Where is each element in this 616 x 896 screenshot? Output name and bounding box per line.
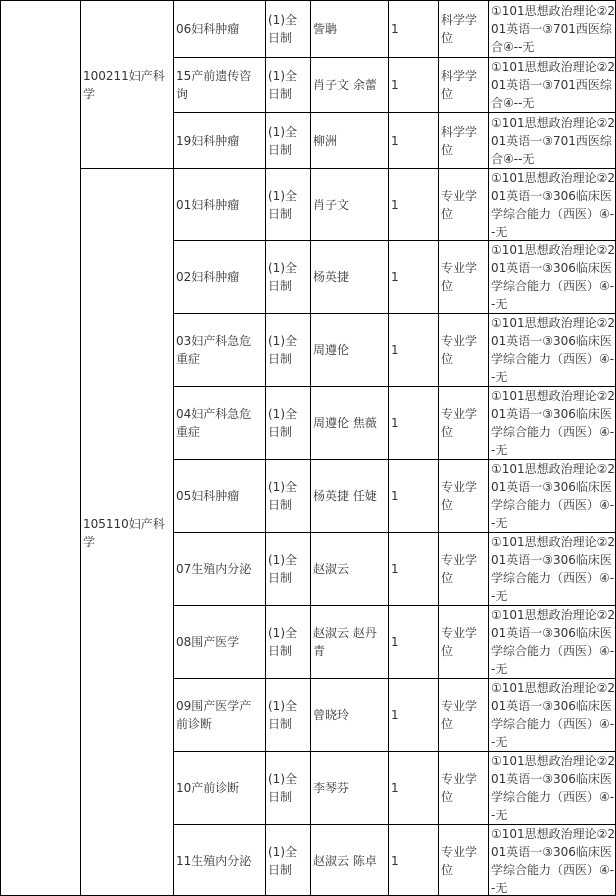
study-mode-cell-text: (1)全日制: [268, 553, 297, 585]
quota-cell-text: 1: [391, 489, 399, 503]
direction-cell-text: 07生殖内分泌: [176, 562, 252, 576]
advisor-cell-text: 赵淑云 赵丹青: [313, 626, 377, 658]
direction-cell-text: 10产前诊断: [176, 781, 240, 795]
quota-cell: [388, 0, 438, 57]
advisor-cell: [310, 112, 388, 168]
exam-subjects-cell: [488, 168, 616, 240]
study-mode-cell: [265, 240, 310, 313]
direction-cell: [173, 168, 265, 240]
advisor-cell-text: 肖子文 余蕾: [313, 78, 377, 92]
direction-cell-text: 03妇产科急危重症: [176, 334, 252, 366]
degree-type-cell: [438, 605, 488, 678]
exam-subjects-cell: [488, 57, 616, 112]
degree-type-cell: [438, 57, 488, 112]
degree-type-cell-text: 专业学位: [441, 334, 478, 366]
exam-subjects-cell-text: ①101思想政治理论②201英语一③306临床医学综合能力（西医）④--无: [491, 170, 616, 239]
exam-subjects-cell-text: ①101思想政治理论②201英语一③306临床医学综合能力（西医）④--无: [491, 316, 616, 384]
degree-type-cell-text: 专业学位: [441, 699, 478, 731]
exam-subjects-cell-text: ①101思想政治理论②201英语一③306临床医学综合能力（西医）④--无: [491, 535, 616, 603]
quota-cell-text: 1: [391, 781, 399, 795]
advisor-cell-text: 赵淑云: [313, 562, 350, 576]
exam-subjects-cell-text: ①101思想政治理论②201英语一③306临床医学综合能力（西医）④--无: [491, 826, 616, 895]
advisor-cell-text: 訾聃: [313, 22, 338, 36]
advisor-cell-text: 赵淑云 陈卓: [313, 853, 377, 868]
study-mode-cell-text: (1)全日制: [268, 772, 297, 804]
direction-cell-text: 15产前遗传咨询: [176, 69, 252, 101]
degree-type-cell-text: 专业学位: [441, 188, 478, 221]
exam-subjects-cell: [488, 386, 616, 459]
degree-type-cell-text: 专业学位: [441, 626, 478, 658]
quota-cell: [388, 824, 438, 896]
direction-cell: [173, 824, 265, 896]
degree-type-cell-text: 专业学位: [441, 480, 478, 512]
direction-cell: [173, 386, 265, 459]
direction-cell-text: 11生殖内分泌: [176, 853, 252, 868]
study-mode-cell: [265, 386, 310, 459]
quota-cell: [388, 532, 438, 605]
degree-type-cell-text: 科学学位: [441, 69, 478, 101]
exam-subjects-cell-text: ①101思想政治理论②201英语一③306临床医学综合能力（西医）④--无: [491, 389, 616, 457]
degree-type-cell-text: 专业学位: [441, 844, 478, 877]
quota-cell-text: 1: [391, 22, 399, 36]
degree-type-cell-text: 专业学位: [441, 772, 478, 804]
degree-type-cell-text: 专业学位: [441, 553, 478, 585]
advisor-cell-text: 杨英捷 任婕: [313, 489, 377, 503]
direction-cell-text: 09围产医学产前诊断: [176, 699, 252, 731]
quota-cell-text: 1: [391, 343, 399, 357]
direction-cell-text: 06妇科肿瘤: [176, 22, 240, 36]
direction-cell: [173, 751, 265, 824]
exam-subjects-cell: [488, 751, 616, 824]
study-mode-cell: [265, 313, 310, 386]
advisor-cell-text: 周遵伦: [313, 343, 350, 357]
direction-cell-text: 05妇科肿瘤: [176, 489, 240, 503]
study-mode-cell: [265, 168, 310, 240]
quota-cell-text: 1: [391, 416, 399, 430]
direction-cell-text: 04妇产科急危重症: [176, 407, 252, 439]
major-cell-text: 105110妇产科学: [83, 516, 165, 549]
quota-cell: [388, 112, 438, 168]
study-mode-cell: [265, 112, 310, 168]
study-mode-cell-text: (1)全日制: [268, 69, 297, 101]
exam-subjects-cell: [488, 112, 616, 168]
quota-cell: [388, 751, 438, 824]
quota-cell-text: 1: [391, 562, 399, 576]
study-mode-cell-text: (1)全日制: [268, 480, 297, 512]
exam-subjects-cell: [488, 532, 616, 605]
degree-type-cell: [438, 0, 488, 57]
exam-subjects-cell: [488, 678, 616, 751]
degree-type-cell: [438, 824, 488, 896]
quota-cell: [388, 678, 438, 751]
quota-cell: [388, 240, 438, 313]
degree-type-cell-text: 专业学位: [441, 261, 478, 293]
quota-cell-text: 1: [391, 78, 399, 92]
quota-cell-text: 1: [391, 853, 399, 868]
exam-subjects-cell: [488, 824, 616, 896]
direction-cell: [173, 678, 265, 751]
advisor-cell-text: 柳洲: [313, 133, 338, 148]
exam-subjects-cell-text: ①101思想政治理论②201英语一③306临床医学综合能力（西医）④--无: [491, 681, 616, 749]
study-mode-cell-text: (1)全日制: [268, 188, 297, 221]
advisor-cell-text: 杨英捷: [313, 270, 350, 284]
study-mode-cell: [265, 605, 310, 678]
study-mode-cell-text: (1)全日制: [268, 261, 297, 293]
study-mode-cell: [265, 532, 310, 605]
direction-cell-text: 08围产医学: [176, 635, 240, 649]
advisor-cell: [310, 824, 388, 896]
advisor-cell: [310, 751, 388, 824]
degree-type-cell: [438, 240, 488, 313]
exam-subjects-cell-text: ①101思想政治理论②201英语一③701西医综合④--无: [491, 115, 616, 166]
exam-subjects-cell: [488, 605, 616, 678]
quota-cell-text: 1: [391, 197, 399, 212]
exam-subjects-cell: [488, 459, 616, 532]
degree-type-cell: [438, 751, 488, 824]
degree-type-cell: [438, 386, 488, 459]
exam-subjects-cell-text: ①101思想政治理论②201英语一③306临床医学综合能力（西医）④--无: [491, 608, 616, 676]
advisor-cell: [310, 0, 388, 57]
exam-subjects-cell-text: ①101思想政治理论②201英语一③701西医综合④--无: [491, 4, 616, 54]
study-mode-cell: [265, 751, 310, 824]
exam-subjects-cell: [488, 313, 616, 386]
degree-type-cell-text: 科学学位: [441, 13, 478, 45]
degree-type-cell: [438, 678, 488, 751]
direction-cell: [173, 0, 265, 57]
study-mode-cell-text: (1)全日制: [268, 844, 297, 877]
direction-cell: [173, 605, 265, 678]
direction-cell: [173, 57, 265, 112]
exam-subjects-cell-text: ①101思想政治理论②201英语一③306临床医学综合能力（西医）④--无: [491, 243, 616, 311]
quota-cell: [388, 313, 438, 386]
quota-cell: [388, 57, 438, 112]
study-mode-cell-text: (1)全日制: [268, 699, 297, 731]
advisor-cell: [310, 240, 388, 313]
study-mode-cell: [265, 678, 310, 751]
study-mode-cell: [265, 459, 310, 532]
study-mode-cell-text: (1)全日制: [268, 334, 297, 366]
exam-subjects-cell-text: ①101思想政治理论②201英语一③306临床医学综合能力（西医）④--无: [491, 754, 616, 822]
exam-subjects-cell-text: ①101思想政治理论②201英语一③306临床医学综合能力（西医）④--无: [491, 462, 616, 530]
quota-cell: [388, 386, 438, 459]
advisor-cell-text: 周遵伦 焦薇: [313, 416, 377, 430]
quota-cell-text: 1: [391, 635, 399, 649]
advisor-cell-text: 肖子文: [313, 197, 350, 212]
advisor-cell: [310, 459, 388, 532]
advisor-cell: [310, 57, 388, 112]
advisor-cell: [310, 386, 388, 459]
advisor-cell-text: 曾晓玲: [313, 708, 350, 722]
major-cell: [80, 0, 173, 168]
quota-cell: [388, 605, 438, 678]
advisor-cell: [310, 678, 388, 751]
exam-subjects-cell: [488, 0, 616, 57]
study-mode-cell: [265, 0, 310, 57]
direction-cell: [173, 313, 265, 386]
study-mode-cell: [265, 824, 310, 896]
quota-cell: [388, 459, 438, 532]
major-cell-text: 100211妇产科学: [83, 68, 165, 101]
direction-cell: [173, 459, 265, 532]
degree-type-cell: [438, 459, 488, 532]
study-mode-cell-text: (1)全日制: [268, 124, 297, 157]
direction-cell-text: 01妇科肿瘤: [176, 197, 240, 212]
study-mode-cell-text: (1)全日制: [268, 626, 297, 658]
degree-type-cell: [438, 112, 488, 168]
advisor-cell: [310, 605, 388, 678]
degree-type-cell-text: 科学学位: [441, 124, 478, 157]
direction-cell: [173, 240, 265, 313]
quota-cell-text: 1: [391, 133, 399, 148]
quota-cell-text: 1: [391, 270, 399, 284]
quota-cell-text: 1: [391, 708, 399, 722]
study-mode-cell-text: (1)全日制: [268, 407, 297, 439]
degree-type-cell: [438, 532, 488, 605]
degree-type-cell: [438, 168, 488, 240]
exam-subjects-cell: [488, 240, 616, 313]
blank-cell: [0, 0, 80, 896]
direction-cell-text: 19妇科肿瘤: [176, 133, 240, 148]
direction-cell: [173, 532, 265, 605]
direction-cell: [173, 112, 265, 168]
advisor-cell: [310, 168, 388, 240]
direction-cell-text: 02妇科肿瘤: [176, 270, 240, 284]
major-cell: [80, 168, 173, 896]
quota-cell: [388, 168, 438, 240]
advisor-cell: [310, 532, 388, 605]
advisor-cell: [310, 313, 388, 386]
study-mode-cell-text: (1)全日制: [268, 13, 297, 45]
study-mode-cell: [265, 57, 310, 112]
degree-type-cell-text: 专业学位: [441, 407, 478, 439]
degree-type-cell: [438, 313, 488, 386]
advisor-cell-text: 李琴芬: [313, 781, 350, 795]
exam-subjects-cell-text: ①101思想政治理论②201英语一③701西医综合④--无: [491, 60, 616, 110]
